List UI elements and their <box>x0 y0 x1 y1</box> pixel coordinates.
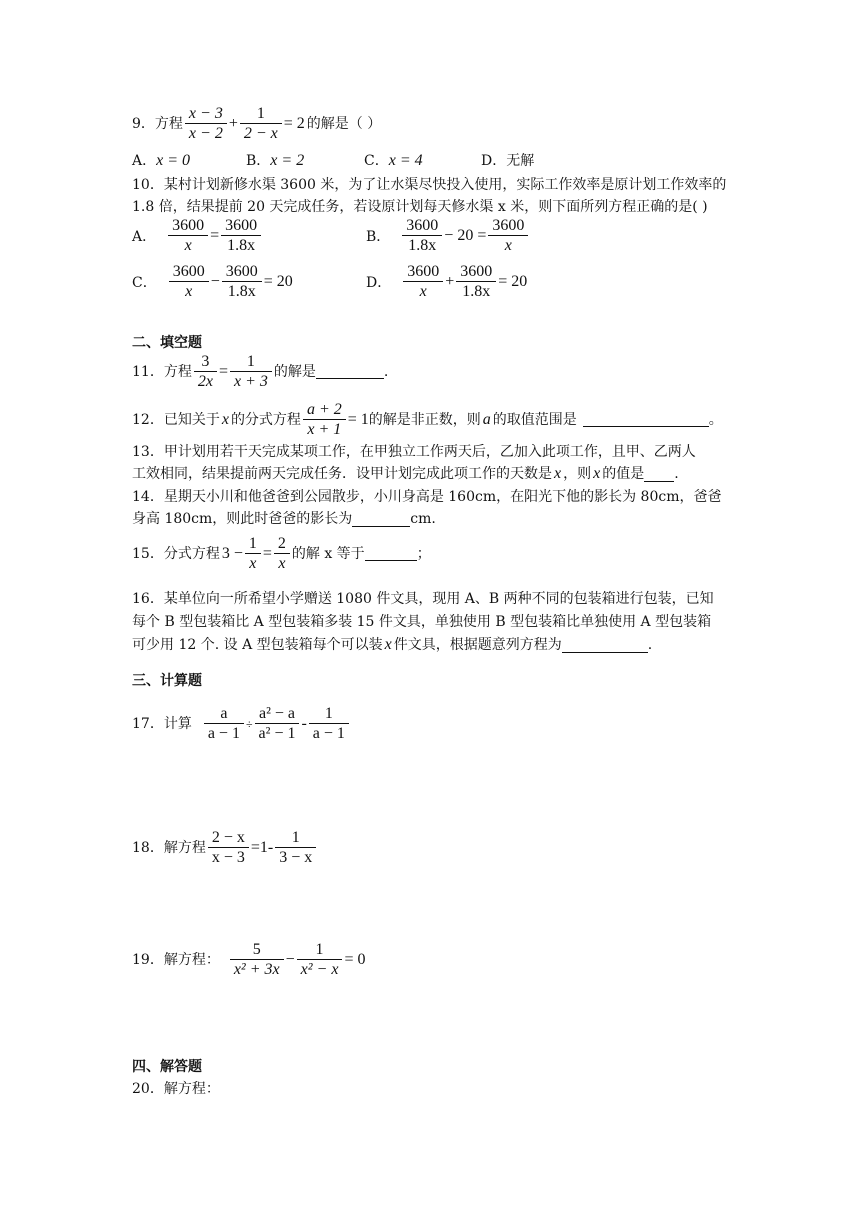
question-15: 15．分式方程 3 − $\frac{1}{x}$ = $\frac{2}{x}$ 的解 x 等于 ； <box>132 535 431 572</box>
q14-line-2: 身高 180cm，则此时爸爸的影长为 cm. <box>132 511 436 527</box>
q10-line-1: 10．某村计划新修水渠 3600 米，为了让水渠尽快投入使用，实际工作效率是原计划工作效率的 <box>132 177 727 193</box>
q9-option-d[interactable]: D．无解 <box>481 153 535 169</box>
question-18: 18．解方程 $\frac{2 - x}{x - 3}$ =1- $\frac{1}{3 - x}$ <box>132 828 318 867</box>
q11-fraction-2: $\frac{1}{x + 3}$ <box>230 352 272 391</box>
q14-line-1: 14．星期天小川和他爸爸到公园散步，小川身高是 160cm，在阳光下他的影长为 80cm，爸爸 <box>132 489 722 505</box>
q14-answer-blank[interactable] <box>352 512 410 527</box>
q13-line-1: 13．甲计划用若干天完成某项工作，在甲独立工作两天后，乙加入此项工作，且甲、乙两人 <box>132 444 696 460</box>
q10c-fraction-2: $\frac{3600}{1.8x}$ <box>222 262 262 301</box>
section-2-heading: 二、填空题 <box>132 335 202 351</box>
q15-answer-blank[interactable] <box>365 546 417 561</box>
q9-fraction-2: $\frac{1}{2 - x}$ <box>240 104 282 143</box>
question-17: 17．计算 $\frac{a}{a - 1}$ ÷ $\frac{\text{a² − a}}{\text{a² − 1}}$ - $\frac{1}{a - 1}$ <box>132 704 351 743</box>
section-3-heading: 三、计算题 <box>132 673 202 689</box>
q18-fraction-2: $\frac{1}{3 - x}$ <box>275 828 316 867</box>
q9-fraction-1: $\frac{x - 3}{x - 2}$ <box>185 104 227 143</box>
q10a-fraction-2: $\frac{3600}{1.8x}$ <box>221 216 261 255</box>
q12-answer-blank[interactable] <box>583 412 709 427</box>
q19-fraction-1: $\frac{5}{\text{x² + 3x}}$ <box>230 940 284 979</box>
q10-option-b[interactable]: B． $\frac{3600}{1.8x}$ − 20 = $\frac{3600}{x}$ <box>366 216 530 255</box>
q19-fraction-2: $\frac{1}{\text{x² − x}}$ <box>297 940 343 979</box>
q10-option-c[interactable]: C． $\frac{3600}{x}$ − $\frac{3600}{1.8x}$ = 20 <box>132 263 293 300</box>
q9-option-c[interactable]: C．x = 4 <box>364 152 423 169</box>
q10c-fraction-1: $\frac{3600}{x}$ <box>169 262 209 301</box>
q9-number: 9．方程 <box>132 115 183 132</box>
q10b-fraction-2: $\frac{3600}{x}$ <box>488 216 528 255</box>
q10-line-2: 1.8 倍，结果提前 20 天完成任务，若设原计划每天修水渠 x 米，则下面所列方程正确的是( ) <box>132 199 708 215</box>
question-19: 19．解方程： $\frac{5}{\text{x² + 3x}}$ − $\frac{1}{\text{x² − x}}$ = 0 <box>132 941 366 978</box>
q17-fraction-2: $\frac{\text{a² − a}}{\text{a² − 1}}$ <box>255 704 300 743</box>
question-9: 9．方程 $\frac{x - 3}{x - 2}$ + $\frac{1}{2 - x}$ = 2 的解是（ ） <box>132 105 382 142</box>
q11-fraction-1: $\frac{3}{2x}$ <box>194 352 217 391</box>
q10-option-d[interactable]: D． $\frac{3600}{x}$ + $\frac{3600}{1.8x}$ = 20 <box>366 263 528 300</box>
q10d-fraction-1: $\frac{3600}{x}$ <box>403 262 443 301</box>
q15-fraction-1: $\frac{1}{x}$ <box>245 534 261 573</box>
section-4-heading: 四、解答题 <box>132 1059 202 1075</box>
q16-line-1: 16．某单位向一所希望小学赠送 1080 件文具，现用 A、B 两种不同的包装箱进行包装，已知 <box>132 591 714 607</box>
q17-fraction-1: $\frac{a}{a - 1}$ <box>204 704 244 743</box>
q16-line-3: 可少用 12 个. 设 A 型包装箱每个可以装 x 件文具，根据题意列方程为 . <box>132 636 653 653</box>
question-11: 11．方程 $\frac{3}{2x}$ = $\frac{1}{x + 3}$ 的解是 . <box>132 353 389 390</box>
q18-fraction-1: $\frac{2 - x}{x - 3}$ <box>208 828 249 867</box>
q15-fraction-2: $\frac{2}{x}$ <box>274 534 290 573</box>
q9-option-a[interactable]: A．x = 0 <box>132 152 191 169</box>
q16-answer-blank[interactable] <box>562 638 648 653</box>
q10d-fraction-2: $\frac{3600}{1.8x}$ <box>456 262 496 301</box>
q13-line-2: 工效相同，结果提前两天完成任务．设甲计划完成此项工作的天数是 x ，则 x 的值是 . <box>132 465 679 482</box>
q10b-fraction-1: $\frac{3600}{1.8x}$ <box>402 216 442 255</box>
question-20: 20．解方程： <box>132 1081 220 1097</box>
q17-fraction-3: $\frac{1}{a - 1}$ <box>309 704 349 743</box>
q16-line-2: 每个 B 型包装箱比 A 型包装箱多装 15 件文具，单独使用 B 型包装箱比单独使用 A 型包装箱 <box>132 614 712 630</box>
q10a-fraction-1: $\frac{3600}{x}$ <box>168 216 208 255</box>
q9-option-b[interactable]: B．x = 2 <box>246 152 305 169</box>
q11-answer-blank[interactable] <box>316 364 384 379</box>
q13-answer-blank[interactable] <box>644 467 674 482</box>
q12-fraction: $\frac{a + 2}{x + 1}$ <box>303 400 346 439</box>
question-12: 12．已知关于 x 的分式方程 $\frac{a + 2}{x + 1}$ = 1 的解是非正数，则 a 的取值范围是 。 <box>132 401 723 438</box>
q10-option-a[interactable]: A． $\frac{3600}{x}$ = $\frac{3600}{1.8x}$ <box>132 216 263 255</box>
